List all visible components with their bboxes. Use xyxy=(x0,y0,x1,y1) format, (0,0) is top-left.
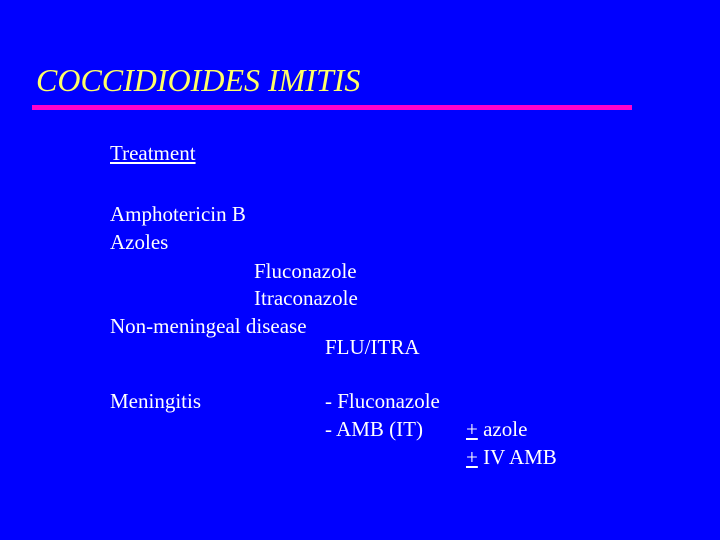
azoles-line: Azoles xyxy=(110,230,169,254)
azole-addon-line xyxy=(466,419,527,440)
meningitis-amb-line: - AMB (IT) xyxy=(325,417,423,441)
title-underline-rule xyxy=(32,105,632,110)
non-meningeal-line: Non-meningeal disease xyxy=(110,314,307,338)
meningitis-fluconazole-line: - Fluconazole xyxy=(325,389,440,413)
plus-minus-sign: + xyxy=(466,445,478,469)
iv-amb-text: IV AMB xyxy=(477,445,557,469)
fluconazole-line: Fluconazole xyxy=(254,259,357,283)
iv-amb-addon-line xyxy=(466,447,557,468)
slide-title: COCCIDIOIDES IMITIS xyxy=(36,62,361,98)
flu-itra-line: FLU/ITRA xyxy=(325,335,420,359)
itraconazole-line: Itraconazole xyxy=(254,286,358,310)
amphotericin-line: Amphotericin B xyxy=(110,202,246,226)
azole-text: azole xyxy=(477,417,528,441)
treatment-heading: Treatment xyxy=(110,141,196,165)
meningitis-line: Meningitis xyxy=(110,389,202,413)
plus-minus-sign: + xyxy=(466,417,478,441)
